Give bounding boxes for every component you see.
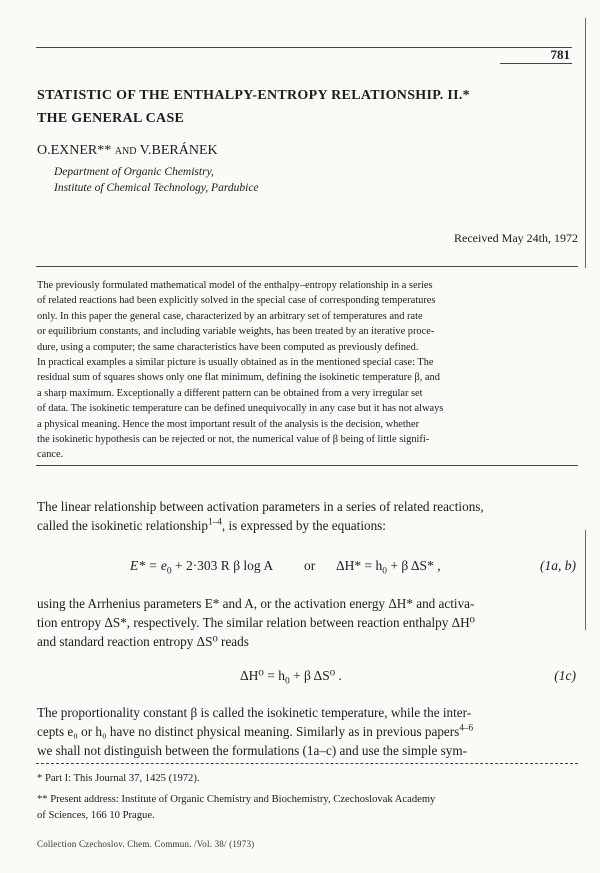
citation-superscript: 4–6 [459, 722, 474, 733]
abstract-line: a sharp maximum. Exceptionally a different pattern can be obtained from a very irregular set [37, 387, 423, 399]
abstract-line: of related reactions had been explicitly solved in the special case of corresponding temperatures [37, 295, 436, 307]
paragraph-text: cepts e₀ or h₀ have no distinct physical meaning. Similarly as in previous papers [37, 724, 460, 739]
eq-text: ΔH* = h [336, 558, 383, 573]
footnotes [37, 771, 579, 824]
equation-1a [130, 558, 274, 577]
footnote-1: * Part I: This Journal 37, 1425 (1972). [37, 773, 200, 784]
abstract-line: The previously formulated mathematical model of the enthalpy–entropy relationship in a series [37, 280, 433, 291]
running-footer: Collection Czechoslov. Chem. Commun. /Vol. 38/ (1973) [37, 839, 255, 849]
abstract-bottom-rule [36, 465, 578, 466]
paragraph-text: called the isokinetic relationship [37, 518, 209, 533]
affiliation-line2: Institute of Chemical Technology, Pardubice [54, 182, 259, 194]
equation-or: or [304, 558, 316, 573]
paragraph-1 [37, 497, 579, 535]
footnote-2-cont: of Sciences, 166 10 Prague. [37, 810, 155, 821]
abstract-line: residual sum of squares shows only one flat minimum, defining the isokinetic temperature β, and [37, 372, 440, 384]
paragraph-3 [37, 703, 579, 760]
abstract-line: a physical meaning. Hence the most important result of the analysis is the decision, whether [37, 418, 420, 430]
header-rule [36, 47, 572, 48]
scan-edge-line-lower [585, 530, 586, 630]
eq-text: + β ΔS* , [387, 558, 441, 573]
paragraph-line: The linear relationship between activation parameters in a series of related reactions, [37, 499, 484, 514]
footnote-2: ** Present address: Institute of Organic Chemistry and Biochemistry, Czechoslovak Academy [37, 794, 436, 805]
paragraph-line: tion entropy ΔS*, respectively. The similar relation between reaction enthalpy ΔH⁰ [37, 615, 475, 630]
abstract-line: cance. [37, 449, 64, 461]
paragraph-line: and standard reaction entropy ΔS⁰ reads [37, 634, 249, 649]
abstract-top-rule [36, 266, 578, 267]
equation-1c [240, 668, 342, 687]
paragraph-line: using the Arrhenius parameters E* and A, or the activation energy ΔH* and activa- [37, 596, 475, 611]
abstract-line: only. In this paper the general case, characterized by an arbitrary set of temperatures and rate [37, 310, 423, 322]
eq-text: + β ΔS⁰ . [289, 668, 342, 683]
paragraph-line [37, 722, 579, 741]
citation-superscript: 1–4 [208, 516, 222, 527]
abstract [37, 278, 578, 463]
paragraph-line: The proportionality constant β is called the isokinetic temperature, while the inter- [37, 705, 472, 720]
abstract-line: dure, using a computer; the same characteristics have been computed as previously defined. [37, 341, 419, 353]
authors: O.EXNER** and V.BERÁNEK [37, 143, 218, 158]
received-date: Received May 24th, 1972 [454, 231, 578, 245]
abstract-line: or equilibrium constants, and including variable weights, has been treated by an iterative proce- [37, 326, 435, 338]
eq-text: ΔH⁰ = h [240, 668, 285, 683]
scan-edge-line [585, 18, 586, 268]
affiliation-line1: Department of Organic Chemistry, [54, 166, 214, 178]
eq-text: + 2·303 R β log A [171, 558, 274, 573]
paragraph-text: , is expressed by the equations: [221, 518, 386, 533]
equation-1c-label: (1c) [554, 668, 576, 683]
equation-1b [336, 558, 441, 577]
equation-1ab-label: (1a, b) [540, 558, 576, 573]
eq-subscript: 0 [166, 566, 172, 577]
paragraph-line: we shall not distinguish between the formulations (1a–c) and use the simple sym- [37, 743, 467, 758]
abstract-line: of data. The isokinetic temperature can be defined unequivocally in any case but it has not always [37, 403, 444, 415]
paragraph-line [37, 516, 579, 535]
paragraph-2 [37, 594, 579, 651]
eq-text: E* = e [130, 558, 167, 573]
paper-title-line1: STATISTIC OF THE ENTHALPY-ENTROPY RELATIONSHIP. II.* [37, 88, 470, 103]
abstract-line: the isokinetic hypothesis can be rejected or not, the numerical value of β being of little signifi- [37, 434, 430, 446]
eq-subscript: 0 [284, 676, 290, 687]
paper-title-line2: THE GENERAL CASE [37, 111, 185, 126]
page-number-underline [500, 63, 572, 64]
eq-subscript: 0 [382, 566, 388, 577]
page-number: 781 [550, 47, 570, 62]
abstract-line: In practical examples a similar picture is usually obtained as in the mentioned special case: The [37, 357, 434, 369]
footnote-rule [36, 763, 578, 764]
